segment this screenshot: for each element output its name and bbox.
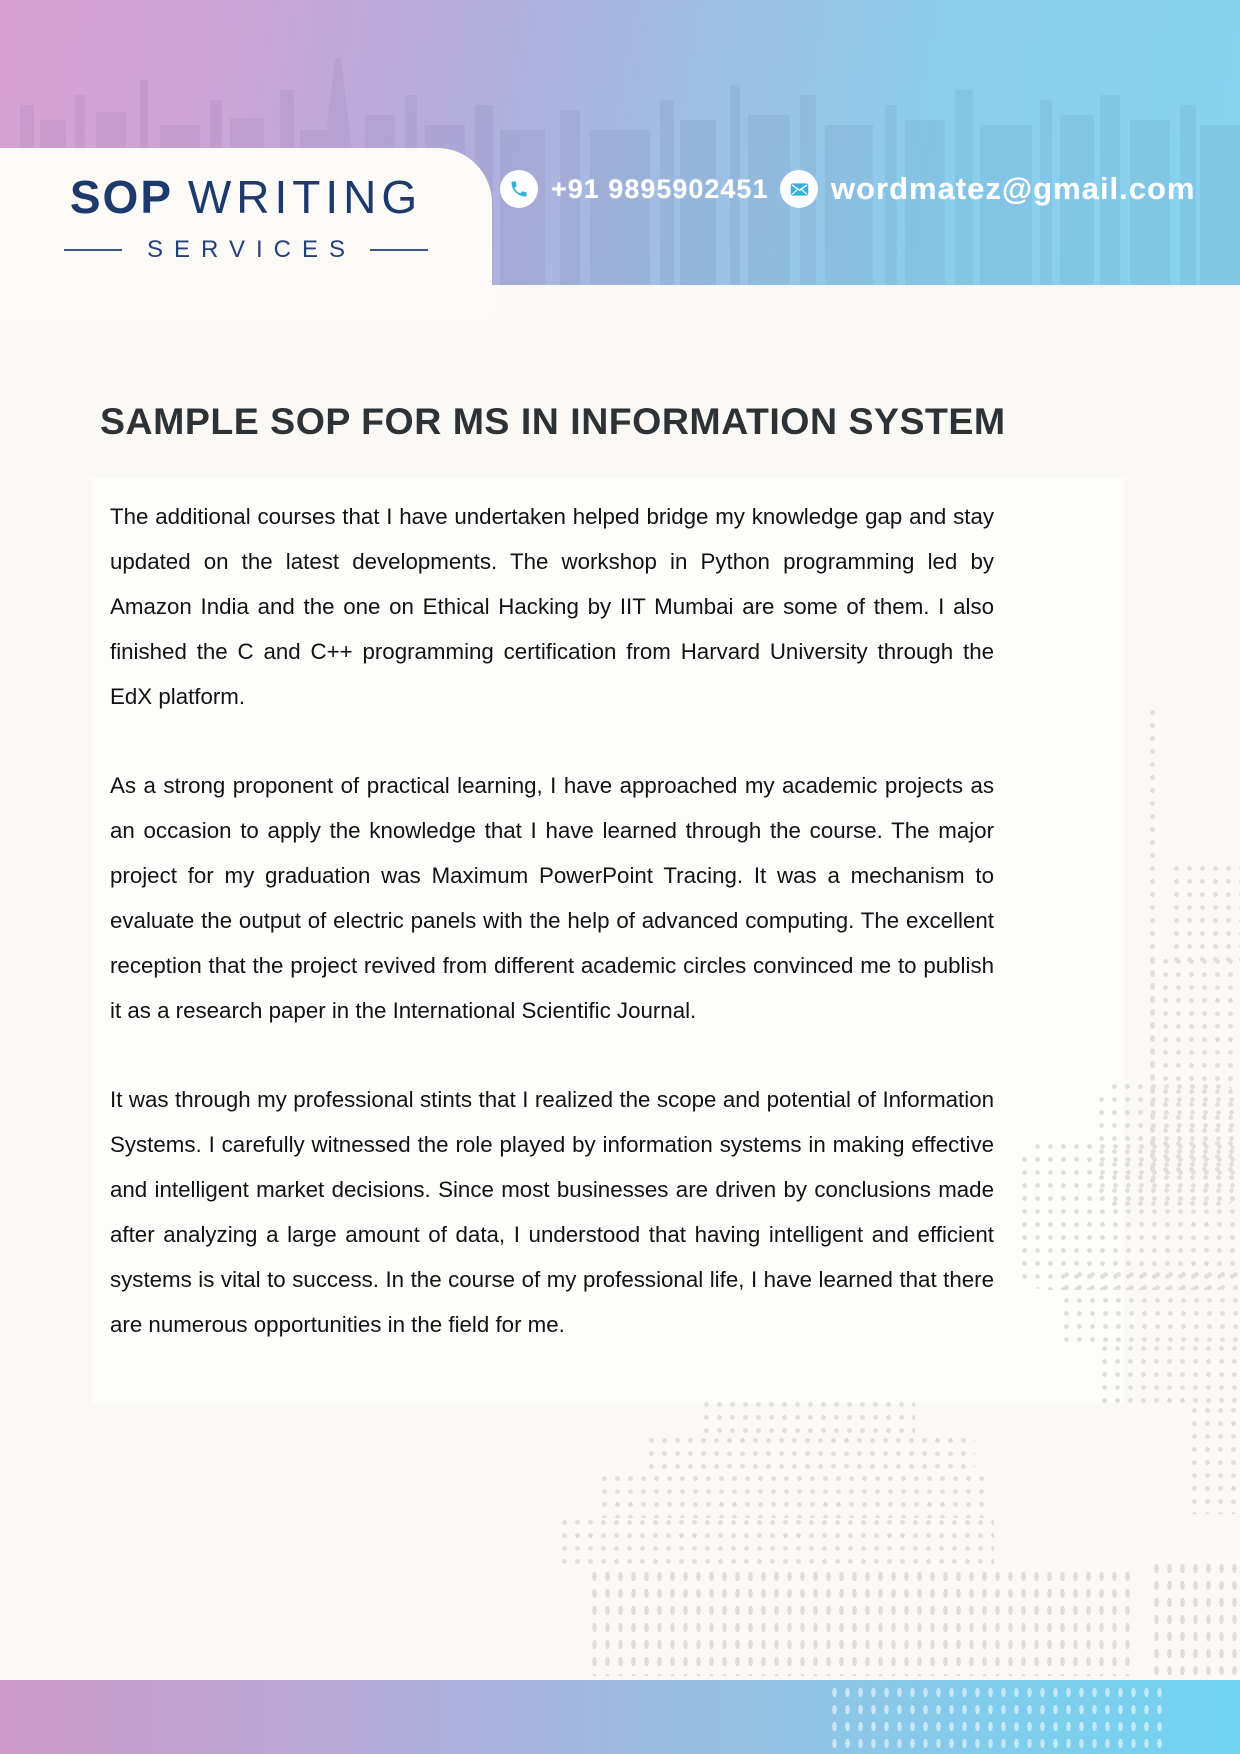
phone-contact	[500, 169, 768, 209]
email-address: wordmatez@gmail.com	[831, 171, 1196, 206]
logo-wordmark	[0, 170, 492, 224]
dot-pattern	[1098, 1342, 1240, 1406]
envelope-icon	[780, 170, 818, 208]
paragraph-1: The additional courses that I have undertaken helped bridge my knowledge gap and stay updated on the latest developments. The workshop in Python programming led by Amazon India and the one on Ethical Hacking by IIT Mumbai are some of them. I also finished the C and C++ programming certification from Harvard University through the EdX platform.	[110, 504, 994, 709]
header-banner	[0, 0, 1240, 285]
dot-pattern	[558, 1516, 994, 1570]
logo-card	[0, 148, 492, 318]
dot-pattern	[700, 1398, 915, 1436]
dash-pattern	[588, 1568, 1136, 1676]
logo-secondary-text: WRITING	[187, 171, 423, 223]
dot-pattern	[1060, 1268, 1240, 1344]
paragraph-3: It was through my professional stints that I realized the scope and potential of Information Systems. I carefully witnessed the role played by information systems in making effective and intelligent market decisions. Since most businesses are driven by conclusions made after analyzing a large amount of data, I understood that having intelligent and efficient systems is vital to success. In the course of my professional life, I have learned that there are numerous opportunities in the field for me.	[110, 1087, 994, 1337]
phone-icon	[500, 170, 538, 208]
dot-pattern	[645, 1434, 975, 1474]
dot-pattern	[598, 1472, 990, 1518]
dot-pattern	[1188, 1404, 1240, 1514]
phone-number: +91 9895902451	[551, 173, 769, 204]
page-title: SAMPLE SOP FOR MS IN INFORMATION SYSTEM	[100, 400, 1006, 442]
dash-pattern-on-bar	[828, 1684, 1164, 1748]
paragraph-2: As a strong proponent of practical learning, I have approached my academic projects as an occasion to apply the knowledge that I have learned through the course. The major project for my graduation was Maximum PowerPoint Tracing. It was a mechanism to evaluate the output of electric panels with the help of advanced computing. The excellent reception that the project revived from different academic circles convinced me to publish it as a research paper in the International Scientific Journal.	[110, 773, 994, 1023]
logo-tagline-row	[0, 236, 492, 264]
sop-body-text	[110, 494, 994, 1391]
tagline-rule-right	[370, 249, 428, 251]
logo-primary-text: SOP	[69, 171, 174, 223]
email-contact	[780, 169, 1195, 209]
tagline-rule-left	[64, 249, 122, 251]
dash-pattern	[1150, 1560, 1240, 1676]
logo-tagline-text: SERVICES	[147, 236, 356, 263]
dot-pattern	[1170, 862, 1240, 962]
